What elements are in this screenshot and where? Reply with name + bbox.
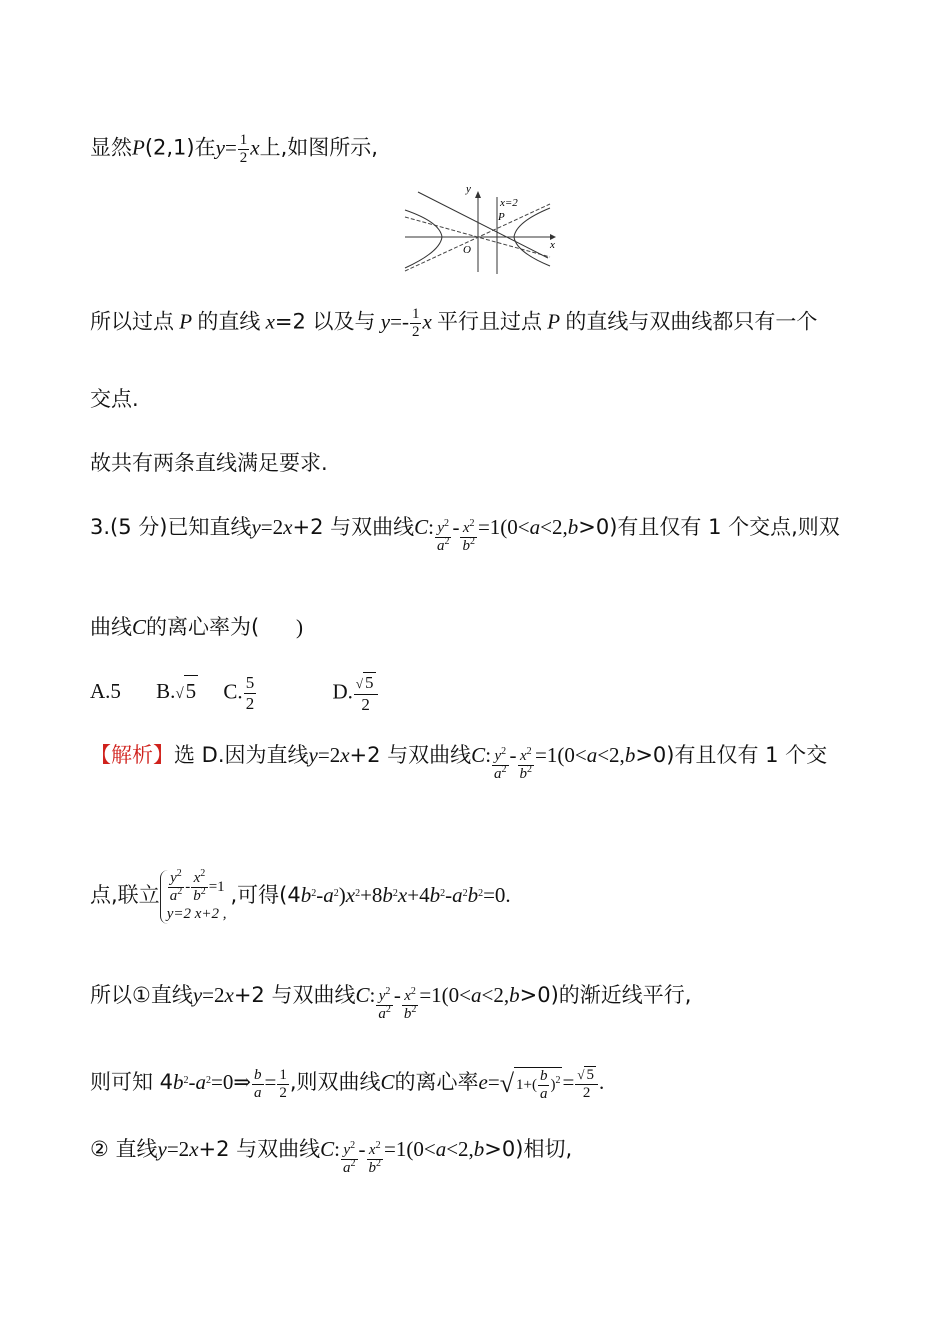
solution-5: ② 直线y=2x+2 与双曲线C: $\frac{y^2}{a^2}$ - $\frac{x^2}{b^2}$ =1(0<a<2,b>0)相切,	[90, 1137, 573, 1176]
option-c[interactable]: C. $\frac{5}{2}$	[223, 673, 255, 713]
analysis-tag: 【解析】	[90, 743, 174, 767]
label-y: y	[466, 183, 471, 195]
line-4: 故共有两条直线满足要求.	[90, 451, 328, 475]
fraction-half: $\frac{1}{2}$	[411, 306, 420, 340]
hyperbola-left-branch	[405, 210, 442, 268]
label-x2: x=2	[500, 197, 518, 209]
parallel-line	[418, 192, 548, 258]
option-b[interactable]: B.√5	[156, 675, 198, 709]
label-x: x	[550, 239, 555, 251]
y-axis-arrow	[475, 191, 481, 198]
label-P: P	[498, 211, 505, 223]
solution-1: 【解析】选 D.因为直线y=2x+2 与双曲线C: $\frac{y^2}{a^2}$ - $\frac{x^2}{b^2}$ =1(0<a<2,b>0)有且仅有 1 个交	[90, 743, 828, 782]
fraction-y2-a2: $\frac{y^2}{a^2}$	[378, 986, 391, 1022]
solution-3: 所以①直线y=2x+2 与双曲线C: $\frac{y^2}{a^2}$ - $\frac{x^2}{b^2}$ =1(0<a<2,b>0)的渐近线平行,	[90, 983, 692, 1022]
fraction-y2-a2: $\frac{y^2}{a^2}$	[436, 518, 450, 554]
option-d[interactable]: D. $\frac{√ 5}{2}$	[332, 672, 378, 715]
line-3: 交点.	[90, 387, 139, 411]
options	[90, 672, 379, 715]
hyperbola-figure	[400, 182, 560, 277]
option-a[interactable]: A.5	[90, 679, 121, 704]
solution-4: 则可知 $4b^2-a^2=0\Rightarrow$ $\frac{b}{a}$ = $\frac{1}{2}$ ,则双曲线C的离心率e=√ 1+( $\frac{b}{a}$ )$^2$= $\frac{√ 5}{2}$ .	[90, 1066, 605, 1102]
fraction-y2-a2: $\frac{y^2}{a^2}$	[494, 746, 507, 782]
question-3: 3.(5 分)已知直线y=2x+2 与双曲线C: $\frac{y^2}{a^2}$ - $\frac{x^2}{b^2}$ =1(0<a<2,b>0)有且仅有 1 个交点,则双	[90, 515, 840, 554]
fraction-y2-a2: $\frac{y^2}{a^2}$	[343, 1140, 356, 1176]
fraction-x2-b2: $\frac{x^2}{b^2}$	[368, 1140, 382, 1176]
solution-2: 点,联立 $\frac{y^2}{a^2}$ - $\frac{x^2}{b^2}$ =1 y=2 x+2 , ,可得$(4b^2-a^2)x^2+8b^2x+4b^2-a^2b^2=0$.	[90, 868, 511, 923]
fraction-x2-b2: $\frac{x^2}{b^2}$	[462, 518, 475, 554]
equation-system: $\frac{y^2}{a^2}$ - $\frac{x^2}{b^2}$ =1 y=2 x+2 ,	[160, 870, 231, 924]
line-2: 所以过点 P 的直线 x=2 以及与 y=- $\frac{1}{2}$ x 平行且过点 P 的直线与双曲线都只有一个	[90, 306, 818, 340]
fraction-half: $\frac{1}{2}$	[239, 132, 248, 166]
question-3-cont: 曲线C的离心率为( )	[90, 615, 303, 639]
label-O: O	[463, 244, 471, 256]
line-1: 显然P(2,1)在y= $\frac{1}{2}$ x上,如图所示,	[90, 132, 378, 166]
fraction-x2-b2: $\frac{x^2}{b^2}$	[403, 986, 417, 1022]
fraction-x2-b2: $\frac{x^2}{b^2}$	[519, 746, 533, 782]
